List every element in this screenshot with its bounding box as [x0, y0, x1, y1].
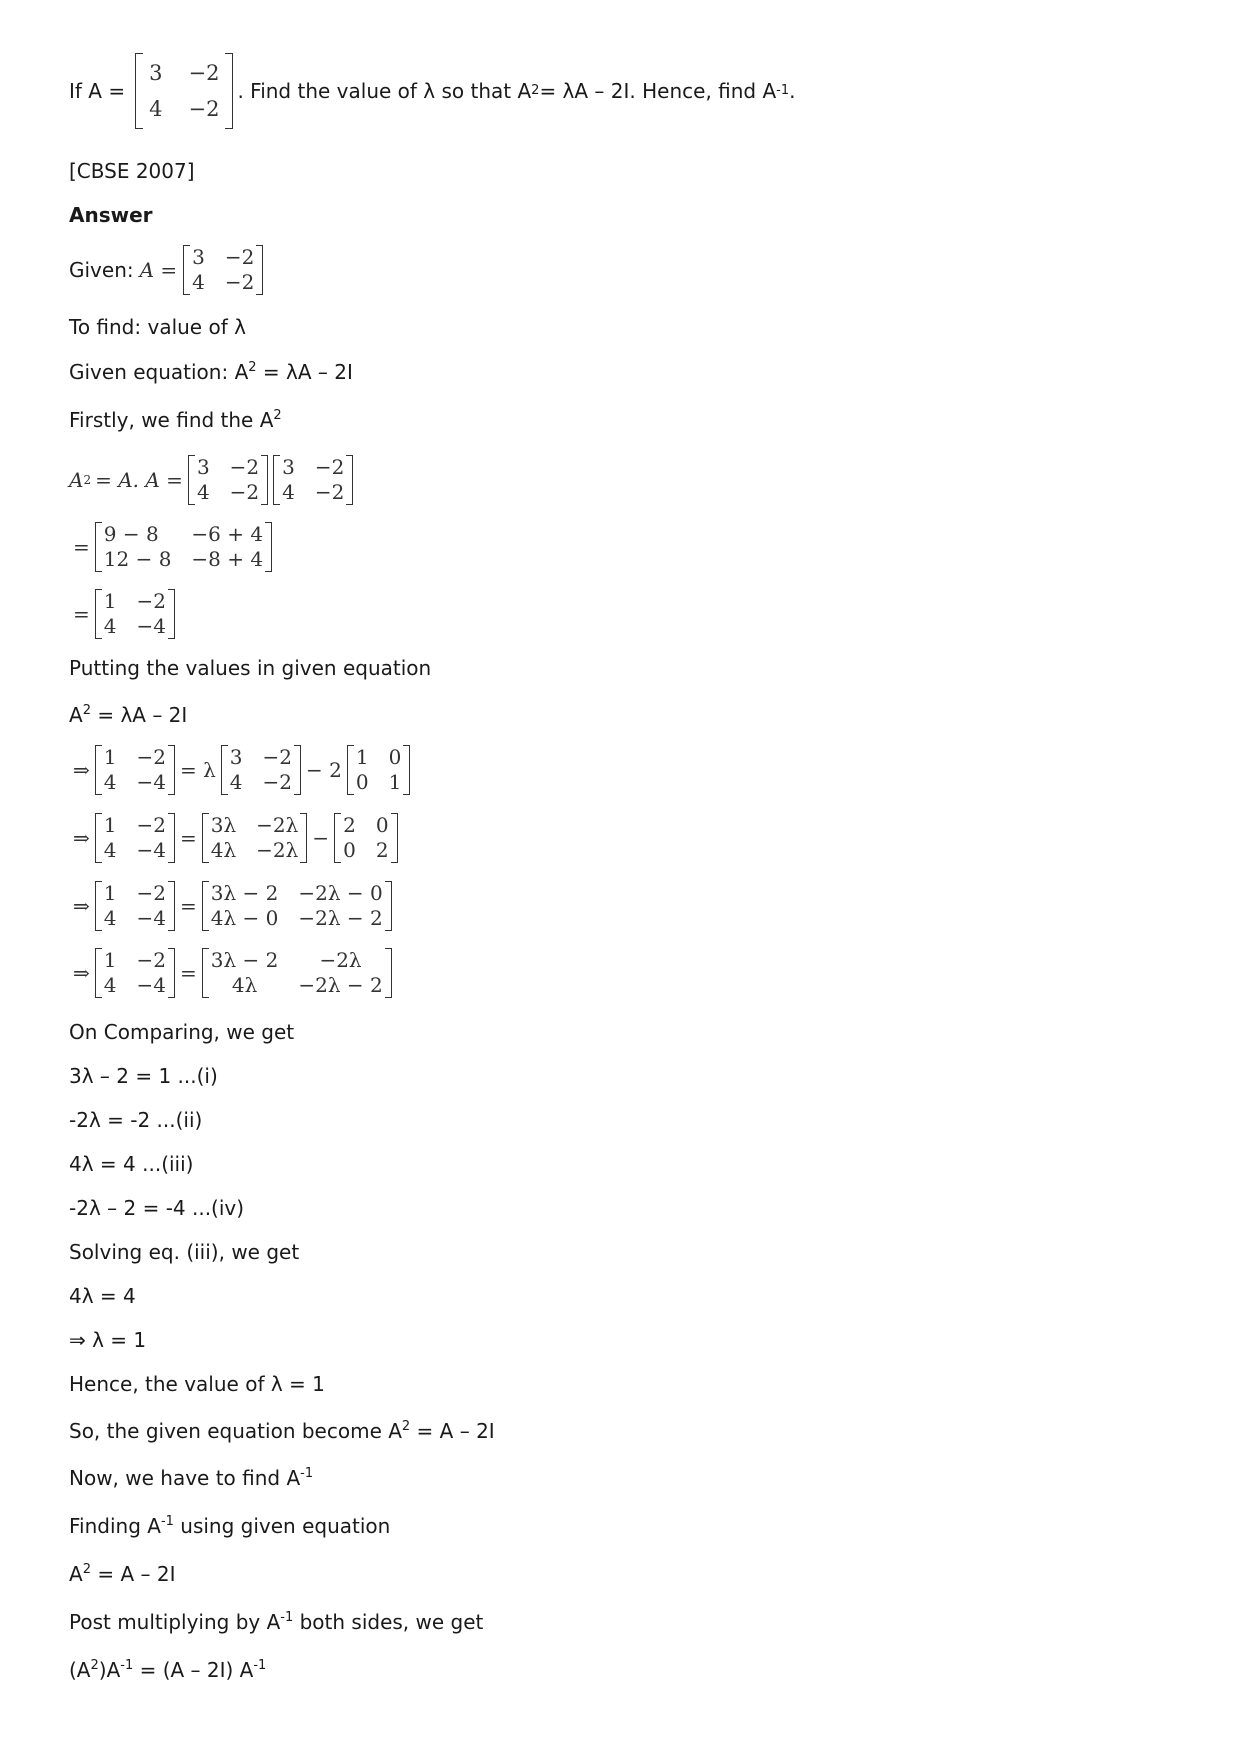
answer-heading: Answer: [69, 203, 153, 227]
source-tag: [CBSE 2007]: [69, 159, 195, 183]
question-line: If A = 3 −2 4 −2 . Find the value of λ so that A 2 = λA – 2I. Hence, find A -1 .: [69, 53, 796, 129]
step-product: = 9 − 8 −6 + 4 12 − 8 −8 + 4: [69, 522, 273, 572]
step-a-squared: A 2 = A. A = 3 −2 4 −2 3 −2 4 −2: [69, 455, 354, 505]
step-result: = 1 −2 4 −4: [69, 589, 176, 639]
hence-line: Hence, the value of λ = 1: [69, 1372, 325, 1396]
question-prefix: If A =: [69, 79, 126, 103]
solution-step-2: ⇒ λ = 1: [69, 1328, 147, 1352]
post-multiply-line: Post multiplying by $A^{-1}$ both sides, we get: [69, 1610, 484, 1634]
to-find: To find: value of λ: [69, 315, 246, 339]
step-s2: ⇒ 1 −2 4 −4 = 3λ −2λ 4λ −2λ − 2 0 0 2: [69, 813, 399, 863]
equation-iv: -2λ – 2 = -4 ...(iv): [69, 1196, 245, 1220]
question-matrix: 3 −2 4 −2: [135, 53, 233, 129]
become-line: So, the given equation become $A^2 = A - 2I$: [69, 1419, 495, 1443]
equation-repeat: $A^2 = \lambda A - 2I$: [69, 703, 188, 727]
now-line: Now, we have to find $A^{-1}$: [69, 1466, 314, 1490]
finding-line: Finding $A^{-1}$ using given equation: [69, 1514, 391, 1538]
step-s1: ⇒ 1 −2 4 −4 = λ 3 −2 4 −2 − 2 1 0 0 1: [69, 745, 411, 795]
equation-ii: -2λ = -2 ...(ii): [69, 1108, 203, 1132]
equation-iii: 4λ = 4 ...(iii): [69, 1152, 194, 1176]
firstly-line: Firstly, we find the $A^2$: [69, 408, 282, 432]
equation-i: 3λ – 2 = 1 ...(i): [69, 1064, 218, 1088]
solving-line: Solving eq. (iii), we get: [69, 1240, 300, 1264]
equation-again: $A^2 = A - 2I$: [69, 1562, 176, 1586]
putting-line: Putting the values in given equation: [69, 656, 432, 680]
step-s4: ⇒ 1 −2 4 −4 = 3λ − 2 −2λ 4λ −2λ − 2: [69, 948, 393, 998]
step-s3: ⇒ 1 −2 4 −4 = 3λ − 2 −2λ − 0 4λ − 0 −2λ − 2: [69, 881, 393, 931]
comparing-line: On Comparing, we get: [69, 1020, 295, 1044]
solution-step-1: 4λ = 4: [69, 1284, 136, 1308]
question-text: . Find the value of λ so that A: [237, 79, 532, 103]
given-line: Given: A = 3 −2 4 −2: [69, 245, 264, 295]
last-equation: $(A^2)A^{-1} = (A - 2I)$ $A^{-1}$: [69, 1658, 267, 1682]
given-equation: Given equation: $A^2 = \lambda A - 2I$: [69, 360, 353, 384]
